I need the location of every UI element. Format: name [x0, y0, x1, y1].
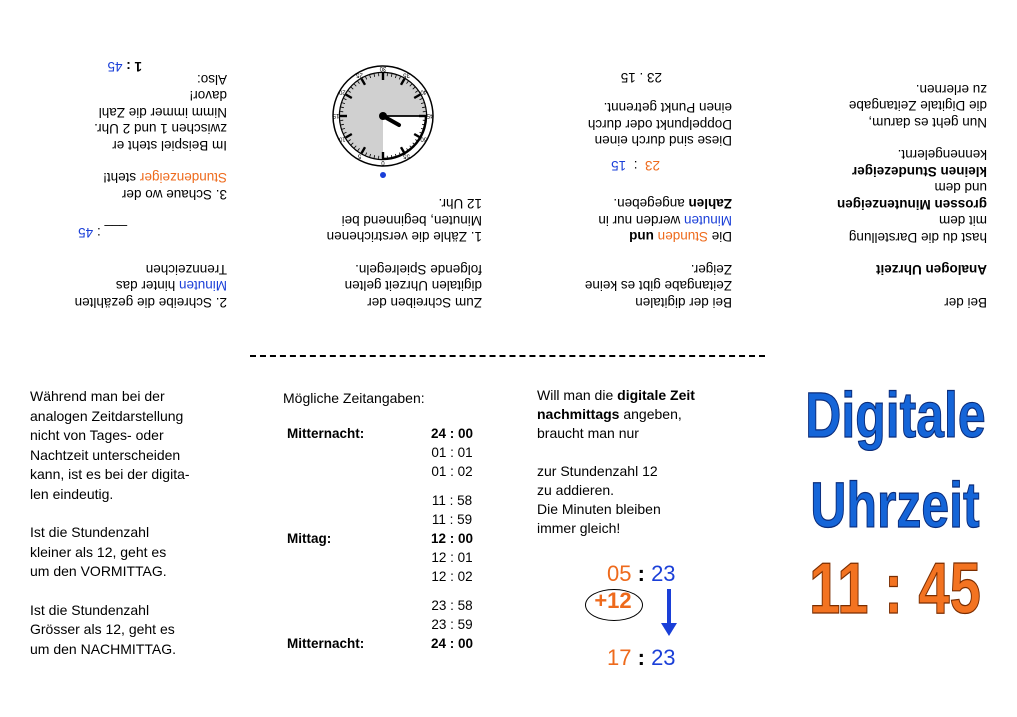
table-row: Mitternacht: 24 : 00 [287, 635, 474, 651]
clock-number: 0 [381, 159, 385, 165]
clock-number: 35 [403, 71, 410, 78]
text-line: Im Beispiel steht er [112, 138, 227, 153]
table-row: 23 : 59 [431, 616, 473, 632]
panel-digital-intro [585, 69, 732, 311]
table-row: 11 : 58 [431, 492, 473, 508]
arrow-down-icon [660, 589, 678, 637]
text-line: Bei der digitalen [635, 295, 732, 310]
example-time: 23 : 15 [611, 158, 660, 173]
text-line: um den VORMITTAG. [30, 563, 167, 579]
text-line: Diese sind durch einen [594, 133, 732, 149]
clock-svg [327, 40, 439, 180]
text-line: und dem [934, 180, 987, 196]
text-line: Doppelpunkt oder durch [587, 117, 732, 132]
text-line: 12 Uhr. [438, 196, 482, 212]
answer-time: 1 : 45 [107, 59, 142, 75]
text-line: mit dem [938, 213, 987, 229]
clock-number: 50 [420, 135, 428, 142]
table-row: 23 : 58 [431, 597, 473, 613]
panel-analog-intro [837, 81, 987, 311]
text-line: kann, ist es bei der digita- [30, 466, 190, 482]
text-line: analogen Zeitdarstellung [30, 407, 184, 424]
clock-number: 55 [403, 152, 410, 159]
text-line: 2. Schreibe die gezählten [74, 295, 227, 310]
text-line: Grösser als 12, geht es [30, 621, 175, 637]
text-line: Minuten, beginnend bei [341, 213, 482, 228]
panel-rules [327, 195, 482, 310]
table-row: 11 : 59 [431, 511, 473, 527]
fold-line [250, 355, 765, 357]
panel-steps [75, 54, 227, 310]
text-line-bold: kleinen Stundezeiger [851, 164, 987, 179]
clock-number: 5 [357, 152, 362, 159]
text-line: Zahlen angegeben. [613, 196, 732, 212]
example-0523: 05 : 23 [607, 561, 676, 586]
panel-day-night [30, 387, 240, 659]
table-row: 01 : 01 [431, 444, 473, 460]
text-line: Also: [196, 72, 227, 87]
text-line: zu addieren. [537, 482, 615, 498]
text-line: einen Punkt getrennt. [603, 100, 732, 116]
text-line: Nun geht es darum, [868, 115, 987, 130]
clock-number: 30 [379, 65, 387, 71]
analog-clock [327, 35, 439, 180]
text-line: zur Stundenzahl 12 [537, 463, 658, 479]
text-line: Will man die digitale Zeit [537, 387, 695, 403]
clock-marker-dot [380, 172, 386, 178]
text-line: Die Stunden und [629, 229, 732, 245]
clock-number: 15 [332, 112, 340, 118]
text-line: immer gleich! [537, 520, 621, 536]
text-line: digitalen Uhrzeit gelten [344, 278, 482, 294]
text-line: Minuten werden nur in [598, 213, 732, 228]
text-line: folgende Spielregeln. [355, 262, 482, 277]
text-line: zu erlernen. [915, 82, 987, 97]
text-line: kennengelernt. [897, 147, 987, 163]
text-line-bold: grossen Minutenzeigen [836, 197, 987, 212]
clock-number: 25 [356, 71, 363, 78]
text-line: hast du die Darstellung [848, 230, 987, 245]
text-line: zwischen 1 und 2 Uhr. [94, 121, 227, 137]
blank-time: ___ : 45 [78, 225, 127, 241]
text-line: Trennzeichen [145, 262, 227, 277]
text-line: Zeitangabe gibt es keine [584, 278, 732, 294]
text-line: Während man bei der [30, 388, 165, 404]
panel-title: Mögliche Zeitangaben: [283, 390, 425, 406]
table-row: 01 : 02 [431, 463, 473, 479]
table-row: Mitternacht: 24 : 00 [287, 425, 474, 441]
text-line: Stundenzeiger steht! [103, 170, 227, 186]
clock-number: 45 [426, 112, 434, 118]
clock-number: 10 [338, 135, 346, 142]
heading: Analogen Uhrzeit [875, 262, 987, 278]
text-line: kleiner als 12, geht es [30, 543, 167, 560]
text-line: nicht von Tages- oder [30, 427, 164, 443]
text-line: Ist die Stundenzahl [30, 601, 150, 618]
text-line: len eindeutig. [30, 485, 114, 502]
text-line: 3. Schaue wo der [121, 187, 227, 202]
title-digitale: Digitale [805, 379, 986, 451]
text-line: Bei der [944, 295, 987, 310]
times-table [283, 425, 487, 654]
text-line: davor! [189, 88, 227, 104]
text-line: Zeiger. [690, 262, 732, 277]
text-line: nachmittags angeben, [537, 406, 682, 422]
table-row: 12 : 02 [431, 568, 473, 584]
plus12-label: +12 [594, 588, 632, 613]
text-line: Zum Schreiben der [367, 295, 482, 310]
panel-afternoon [537, 386, 757, 670]
text-line: braucht man nur [537, 425, 639, 441]
text-line: Ist die Stundenzahl [30, 524, 150, 540]
example-time-dot: 23 . 15 [620, 70, 662, 85]
title-uhrzeit: Uhrzeit [810, 469, 980, 541]
text-line: um den NACHMITTAG. [30, 640, 176, 657]
text-line: Nimm immer die Zahl [98, 105, 227, 120]
panel-possible-times [283, 390, 493, 654]
text-line: die Digitale Zeitangabe [848, 98, 987, 114]
folded-top-half [0, 0, 1017, 350]
text-line: Minuten hinter das [115, 278, 227, 294]
text-line: 1. Zähle die verstrichenen [326, 229, 482, 245]
panel-title-block [780, 379, 1010, 629]
clock-number: 40 [420, 88, 428, 95]
text-line: Nachtzeit unterscheiden [30, 446, 181, 463]
text-line: Die Minuten bleiben [537, 501, 661, 517]
table-row: Mittag: 12 : 00 [287, 530, 474, 546]
example-1723: 17 : 23 [607, 645, 676, 670]
table-row: 12 : 01 [431, 549, 473, 565]
clock-center [379, 112, 387, 120]
clock-number: 20 [338, 88, 346, 95]
big-time: 11 : 45 [809, 549, 981, 629]
